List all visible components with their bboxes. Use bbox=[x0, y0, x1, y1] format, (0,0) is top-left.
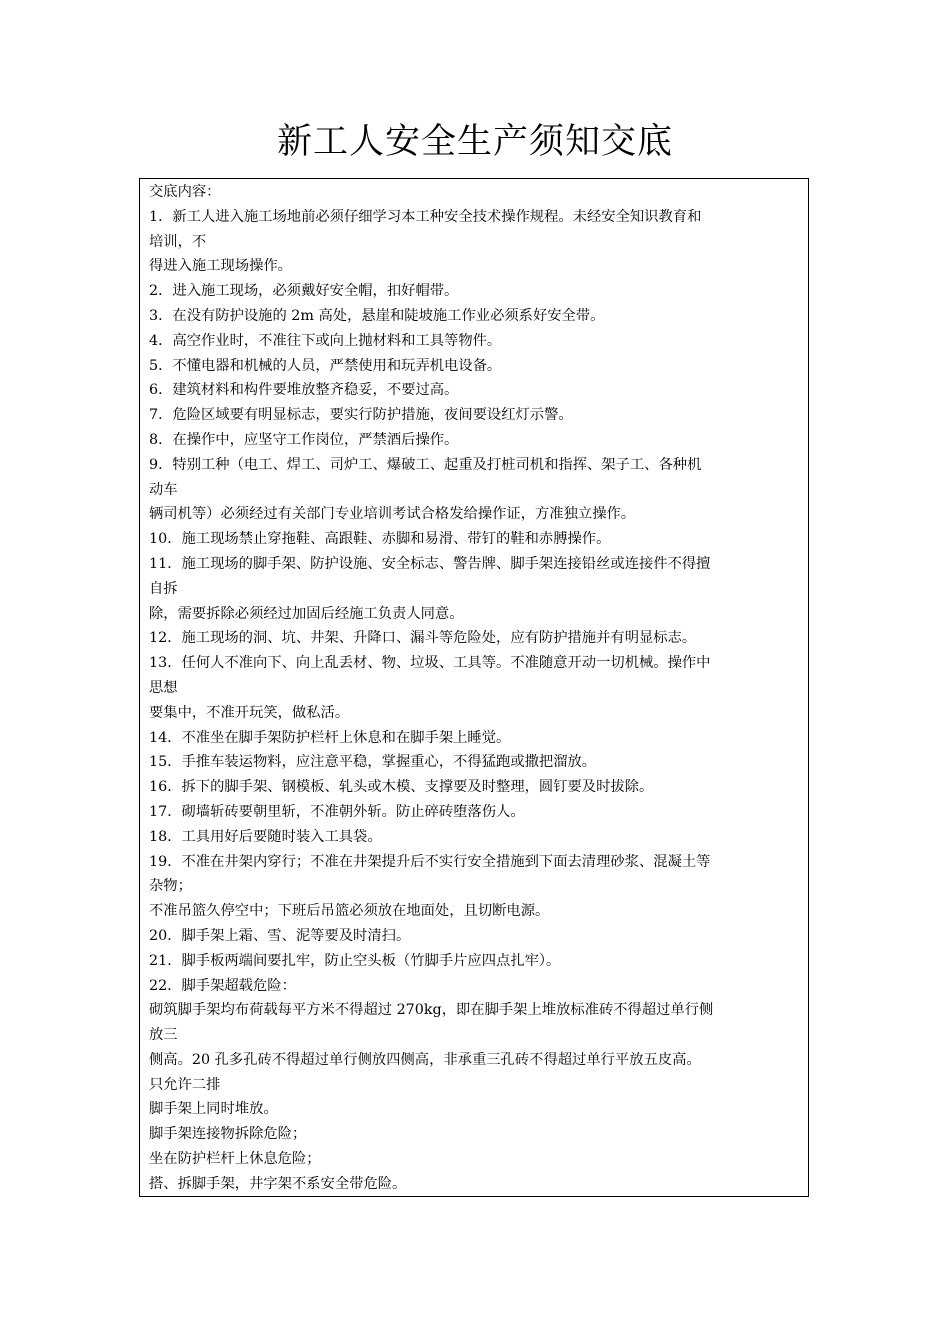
document-title: 新工人安全生产须知交底 bbox=[276, 122, 673, 162]
content-line: 砌筑脚手架均布荷载每平方米不得超过 270kg，即在脚手架上堆放标准砖不得超过单行侧 bbox=[149, 1002, 714, 1019]
content-line: 放三 bbox=[149, 1027, 178, 1044]
content-line: 9．特别工种（电工、焊工、司炉工、爆破工、起重及打桩司机和指挥、架子工、各种机 bbox=[149, 456, 702, 473]
content-line: 5．不懂电器和机械的人员，严禁使用和玩弄机电设备。 bbox=[149, 357, 502, 374]
content-line: 杂物； bbox=[149, 878, 192, 895]
content-line: 不准吊篮久停空中；下班后吊篮必须放在地面处，且切断电源。 bbox=[149, 903, 550, 920]
content-line: 脚手架上同时堆放。 bbox=[149, 1101, 278, 1118]
content-line: 6．建筑材料和构件要堆放整齐稳妥，不要过高。 bbox=[149, 382, 459, 399]
content-line: 得进入施工现场操作。 bbox=[149, 258, 292, 275]
content-line: 除，需要拆除必须经过加固后经施工负责人同意。 bbox=[149, 605, 464, 622]
content-line: 10．施工现场禁止穿拖鞋、高跟鞋、赤脚和易滑、带钉的鞋和赤膊操作。 bbox=[149, 531, 611, 548]
content-line: 坐在防护栏杆上休息危险； bbox=[149, 1151, 321, 1168]
content-line: 7．危险区域要有明显标志，要实行防护措施，夜间要设红灯示警。 bbox=[149, 407, 573, 424]
content-line: 3．在没有防护设施的 2m 高处，悬崖和陡坡施工作业必须系好安全带。 bbox=[149, 307, 605, 324]
content-line: 1．新工人进入施工场地前必须仔细学习本工种安全技术操作规程。未经安全知识教育和 bbox=[149, 208, 702, 225]
content-line: 搭、拆脚手架，井字架不系安全带危险。 bbox=[149, 1175, 407, 1192]
content-line: 22．脚手架超载危险： bbox=[149, 977, 296, 994]
content-line: 只允许二排 bbox=[149, 1076, 221, 1093]
content-line: 脚手架连接物拆除危险； bbox=[149, 1126, 307, 1143]
content-line: 侧高。20 孔多孔砖不得超过单行侧放四侧高，非承重三孔砖不得超过单行平放五皮高。 bbox=[149, 1051, 701, 1068]
content-line: 17．砌墙斩砖要朝里斩，不准朝外斩。防止碎砖堕落伤人。 bbox=[149, 803, 525, 820]
content-line: 要集中，不准开玩笑，做私活。 bbox=[149, 704, 350, 721]
content-line: 18．工具用好后要随时装入工具袋。 bbox=[149, 828, 382, 845]
content-line: 13．任何人不准向下、向上乱丢材、物、垃圾、工具等。不准随意开动一切机械。操作中 bbox=[149, 655, 711, 672]
content-line: 培训，不 bbox=[149, 233, 207, 250]
content-line: 思想 bbox=[149, 679, 178, 696]
content-line: 辆司机等）必须经过有关部门专业培训考试合格发给操作证，方准独立操作。 bbox=[149, 506, 636, 523]
content-line: 15．手推车装运物料，应注意平稳，掌握重心，不得猛跑或撒把溜放。 bbox=[149, 754, 597, 771]
content-line: 19．不准在井架内穿行；不准在井架提升后不实行安全措施到下面去清理砂浆、混凝土等 bbox=[149, 853, 711, 870]
content-line: 16．拆下的脚手架、钢模板、轧头或木模、支撑要及时整理，圆钉要及时拔除。 bbox=[149, 779, 654, 796]
content-line: 11．施工现场的脚手架、防护设施、安全标志、警告牌、脚手架连接铅丝或连接件不得擅 bbox=[149, 555, 711, 572]
content-line: 动车 bbox=[149, 481, 178, 498]
content-line: 12．施工现场的洞、坑、井架、升降口、漏斗等危险处，应有防护措施并有明显标志。 bbox=[149, 630, 697, 647]
content-box bbox=[139, 178, 809, 1197]
content-line: 4．高空作业时，不准往下或向上抛材料和工具等物件。 bbox=[149, 332, 502, 349]
content-line: 8．在操作中，应坚守工作岗位，严禁酒后操作。 bbox=[149, 431, 459, 448]
content-line: 自拆 bbox=[149, 580, 178, 597]
content-line: 交底内容： bbox=[149, 184, 221, 200]
content-line: 2．进入施工现场，必须戴好安全帽，扣好帽带。 bbox=[149, 283, 459, 300]
content-line: 14．不准坐在脚手架防护栏杆上休息和在脚手架上睡觉。 bbox=[149, 729, 511, 746]
content-line: 21．脚手板两端间要扎牢，防止空头板（竹脚手片应四点扎牢）。 bbox=[149, 952, 561, 969]
content-line: 20．脚手架上霜、雪、泥等要及时清扫。 bbox=[149, 927, 411, 944]
